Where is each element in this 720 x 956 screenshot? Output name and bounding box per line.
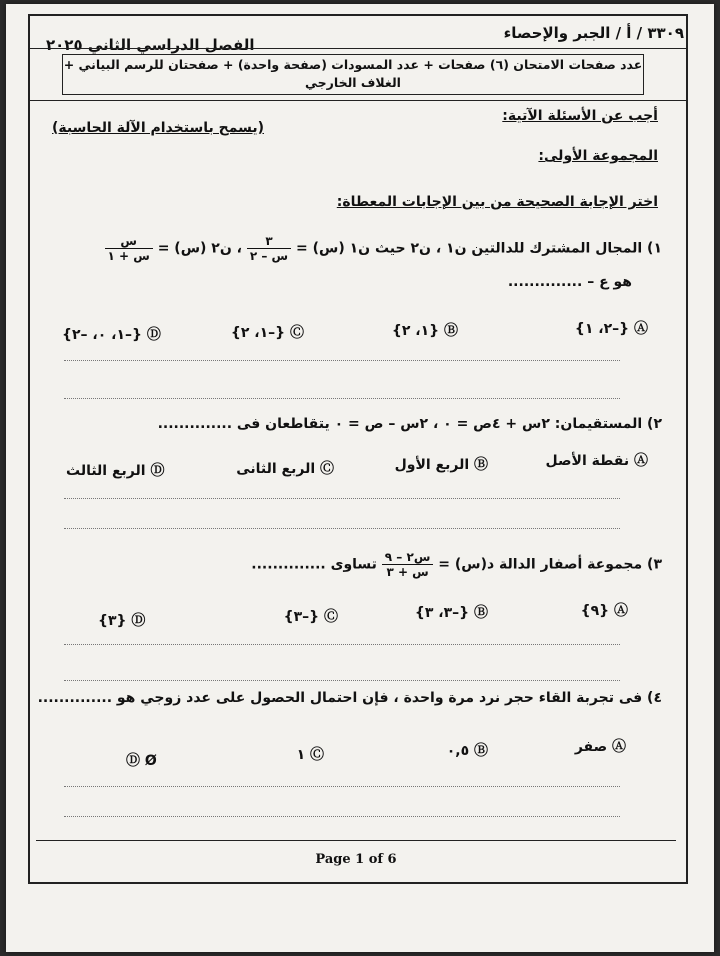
answer-line <box>64 498 620 499</box>
header-rule <box>28 48 688 49</box>
question-text: مجموعة أصفار الدالة د(س) = <box>438 556 643 573</box>
page-number: Page 1 of 6 <box>315 852 397 867</box>
group-title: المجموعة الأولى: <box>538 148 658 164</box>
answer-line <box>64 816 620 817</box>
answer-line <box>64 360 620 361</box>
question-text: تساوى .............. <box>251 556 377 573</box>
calculator-note: (يسمح باستخدام الآلة الحاسبة) <box>52 120 264 136</box>
term-label: الفصل الدراسي الثاني ٢٠٢٥ <box>46 36 255 54</box>
question-4 <box>38 690 662 706</box>
answer-line <box>64 680 620 681</box>
question-text: المستقيمان: ٢س + ٤ص = ٠ ، ٢س – ص = ٠ يتقاطعان فى .............. <box>157 416 643 432</box>
answer-line <box>64 398 620 399</box>
fraction: $\frac{\text{س}}{\text{س + ١}}$ <box>105 234 153 263</box>
answer-instruction: أجب عن الأسئلة الآتية: <box>502 108 658 124</box>
option-a[interactable]: Ⓐ صفر <box>574 739 626 755</box>
question-number: ٢) <box>647 416 662 432</box>
answer-line <box>64 786 620 787</box>
option-d[interactable]: Ⓓ {–١، ٠، –٢} <box>62 327 161 343</box>
fraction: $\frac{٣}{\text{س – ٢}}$ <box>247 234 291 263</box>
subject-code: ٣٣٠٩ / أ / الجبر والإحصاء <box>503 24 684 42</box>
question-1 <box>105 234 662 263</box>
option-c[interactable]: Ⓒ الربع الثانى <box>236 461 334 477</box>
question-number: ٣) <box>647 556 662 573</box>
question-number: ١) <box>647 240 662 257</box>
option-b[interactable]: Ⓑ الربع الأول <box>394 457 488 473</box>
option-d[interactable]: Ⓓ الربع الثالث <box>66 463 165 479</box>
option-a[interactable]: Ⓐ {٩} <box>580 603 628 619</box>
option-b[interactable]: Ⓑ {–٣، ٣} <box>414 605 488 621</box>
answer-line <box>64 644 620 645</box>
choose-instruction: اختر الإجابة الصحيحة من بين الإجابات المعطاة: <box>336 194 658 210</box>
answer-line <box>64 528 620 529</box>
info-box <box>62 54 644 95</box>
option-d[interactable]: Ⓓ {٣} <box>98 613 146 629</box>
question-text: هو ع – .............. <box>507 274 632 290</box>
option-a[interactable]: Ⓐ نقطة الأصل <box>545 453 648 469</box>
question-2 <box>158 416 662 432</box>
option-b[interactable]: Ⓑ ٠,٥ <box>446 743 488 759</box>
footer-rule <box>36 840 676 841</box>
option-a[interactable]: Ⓐ {–٢، ١} <box>574 321 648 337</box>
option-c[interactable]: Ⓒ ١ <box>296 747 324 763</box>
info-rule <box>28 100 688 101</box>
option-b[interactable]: Ⓑ {١، ٢} <box>391 323 458 339</box>
question-text: المجال المشترك للدالتين ن١ ، ن٢ حيث ن١ (س) = <box>296 240 643 257</box>
option-c[interactable]: Ⓒ {–١، ٢} <box>230 325 304 341</box>
question-text: فى تجربة القاء حجر نرد مرة واحدة ، فإن احتمال الحصول على عدد زوجي هو .............. <box>37 690 643 706</box>
fraction: $\frac{\text{س٢ – ٩}}{\text{س + ٣}}$ <box>382 550 434 579</box>
question-number: ٤) <box>647 690 662 706</box>
exam-page <box>6 4 714 952</box>
option-d[interactable]: Ⓓ Ø <box>126 753 157 769</box>
question-text: ، ن٢ (س) = <box>157 240 242 257</box>
option-c[interactable]: Ⓒ {–٣} <box>283 609 338 625</box>
question-3 <box>251 550 662 579</box>
info-text: عدد صفحات الامتحان (٦) صفحات + عدد المسودات (صفحة واحدة) + صفحتان للرسم البياني + الغلاف الخارجي <box>63 57 643 90</box>
